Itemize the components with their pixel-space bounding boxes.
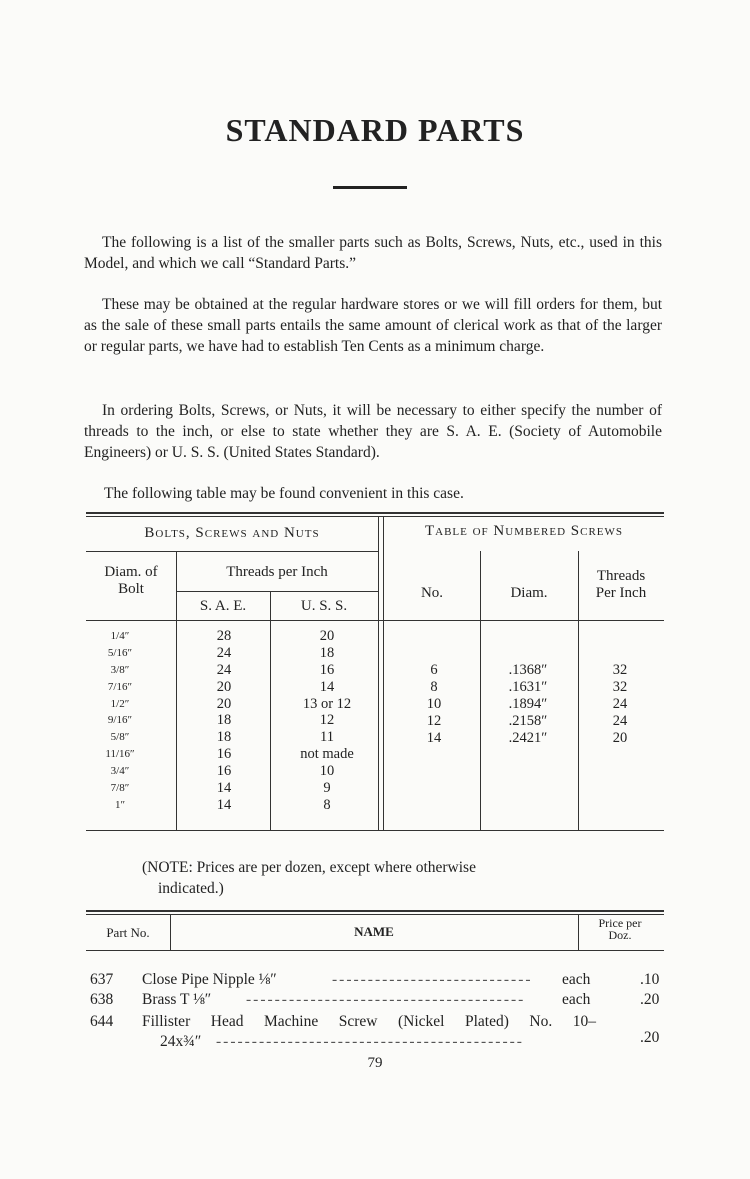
sae-threads: 18: [216, 712, 232, 729]
col-header-no: No.: [420, 585, 444, 601]
bolt-diameter: 1″: [114, 798, 126, 811]
uss-threads: 20: [319, 628, 335, 644]
screw-number: 6: [430, 662, 438, 678]
col-screw-no-values: [406, 662, 462, 746]
table-bottom-rule: [86, 830, 664, 831]
item-638-price: .20: [640, 991, 660, 1008]
parts-top-rule: [86, 910, 664, 912]
bolt-diameter: 3/4″: [110, 765, 130, 778]
col-diam-values: [100, 628, 140, 814]
screw-threads: 20: [612, 729, 628, 746]
leader-dots: ----------------------------: [332, 971, 533, 988]
uss-threads: 16: [319, 661, 335, 678]
item-637-unit: each: [562, 971, 591, 988]
note-line-1: (NOTE: Prices are per dozen, except where otherwise: [142, 859, 476, 876]
sae-threads: 18: [216, 729, 232, 746]
threads-subheading-rule: [176, 591, 378, 592]
screw-number: 14: [426, 729, 442, 746]
header-name: NAME: [354, 924, 394, 939]
intro-paragraph: The following is a list of the smaller parts such as Bolts, Screws, Nuts, etc., used in this Model, and which we call “Standard Parts.”: [84, 234, 662, 272]
col-header-screw-threads: Threads Per Inch: [595, 568, 647, 601]
divider-double-b: [383, 516, 384, 830]
screw-number: 10: [426, 695, 442, 712]
bolt-diameter: 7/16″: [107, 680, 133, 693]
bolt-diameter: 7/8″: [110, 782, 130, 795]
divider-diam: [176, 551, 177, 830]
item-637-part: 637: [90, 971, 114, 988]
sae-threads: 20: [216, 695, 232, 712]
bolt-diameter: 1/2″: [110, 697, 130, 710]
page-title: STANDARD PARTS: [225, 112, 525, 148]
col-uss-values: [280, 628, 374, 814]
uss-threads: 11: [320, 729, 334, 746]
screw-threads: 32: [612, 662, 628, 678]
screw-threads: 24: [612, 712, 628, 729]
screw-diameter: .2421″: [508, 729, 548, 746]
page-number: 79: [367, 1055, 383, 1071]
screw-diameter: .1631″: [508, 678, 548, 695]
screw-threads: 32: [612, 678, 628, 695]
col-header-sae: S. A. E.: [199, 598, 247, 614]
ordering-paragraph: In ordering Bolts, Screws, or Nuts, it will be necessary to either specify the number of threads to the inch, or else to state whether they are S. A. E. (Society of Automobile Engineers) or U. S. S. (United States Standard).: [84, 402, 662, 461]
sae-threads: 20: [216, 678, 232, 695]
screw-number: 8: [430, 678, 438, 695]
item-644-part: 644: [90, 1013, 114, 1030]
sae-threads: 16: [216, 746, 232, 763]
screws-heading: Table of Numbered Screws: [424, 523, 624, 539]
item-637-name: Close Pipe Nipple ⅛″: [142, 971, 277, 988]
divider-double-a: [378, 516, 379, 830]
parts-header-rule: [86, 950, 664, 951]
header-price: Price per Doz.: [598, 916, 642, 942]
col-header-threads: Threads per Inch: [226, 564, 328, 580]
uss-threads: 10: [319, 763, 335, 780]
sae-threads: 28: [216, 628, 232, 644]
col-sae-values: [196, 628, 252, 814]
table-top-rule-thin: [86, 516, 664, 517]
col-header-uss: U. S. S.: [300, 598, 348, 614]
col-header-diam: Diam. of Bolt: [104, 564, 158, 597]
col-screw-diam-values: [488, 662, 568, 746]
divider-screw-diam: [578, 551, 579, 830]
bolt-diameter: 1/4″: [110, 630, 130, 642]
bolt-diameter: 11/16″: [105, 748, 135, 761]
sae-threads: 24: [216, 661, 232, 678]
pricing-paragraph: These may be obtained at the regular hardware stores or we will fill orders for them, but as the sale of these small parts entails the same amount of clerical work as that of the larger or regular parts, we have had to establish Ten Cents as a minimum charge.: [84, 296, 662, 355]
sae-threads: 14: [216, 780, 232, 797]
header-part-no: Part No.: [106, 925, 150, 940]
table-intro-paragraph: The following table may be found convenient in this case.: [104, 485, 464, 502]
uss-threads: 12: [319, 712, 335, 729]
title-rule: [333, 186, 407, 189]
screw-number: 12: [426, 712, 442, 729]
price-note: [142, 857, 592, 899]
item-638-unit: each: [562, 991, 591, 1008]
table-top-rule: [86, 512, 664, 514]
sae-threads: 24: [216, 644, 232, 661]
col-screw-threads-values: [592, 662, 648, 746]
leader-dots: ---------------------------------------: [246, 991, 526, 1008]
leader-dots: -------------------------------------------: [216, 1033, 524, 1050]
bolt-diameter: 5/16″: [107, 646, 133, 659]
bolt-diameter: 3/8″: [110, 663, 130, 676]
screw-diameter: .1368″: [508, 662, 548, 678]
screw-threads: 24: [612, 695, 628, 712]
uss-threads: not made: [300, 746, 354, 763]
sae-threads: 14: [216, 796, 232, 813]
uss-threads: 9: [323, 780, 331, 797]
item-644-name: Fillister Head Machine Screw (Nickel Plated) No. 10–: [142, 1013, 596, 1030]
uss-threads: 14: [319, 678, 335, 695]
bolts-heading-rule: [86, 551, 378, 552]
parts-divider-2: [578, 914, 579, 950]
screw-diameter: .1894″: [508, 695, 548, 712]
bolt-diameter: 9/16″: [107, 714, 133, 727]
uss-threads: 18: [319, 644, 335, 661]
bolt-diameter: 5/8″: [110, 731, 130, 744]
item-637-price: .10: [640, 971, 660, 988]
item-638-part: 638: [90, 991, 114, 1008]
item-644-price: .20: [640, 1029, 660, 1046]
uss-threads: 13 or 12: [302, 695, 352, 712]
divider-sae: [270, 591, 271, 830]
screw-diameter: .2158″: [508, 712, 548, 729]
col-header-screw-diam: Diam.: [510, 585, 548, 601]
item-644-name-cont: 24x¾″: [160, 1033, 202, 1050]
uss-threads: 8: [323, 796, 331, 813]
sae-threads: 16: [216, 763, 232, 780]
item-638-name: Brass T ⅛″: [142, 991, 212, 1008]
note-line-2: indicated.): [158, 880, 224, 897]
bolts-heading: Bolts, Screws and Nuts: [144, 525, 320, 541]
